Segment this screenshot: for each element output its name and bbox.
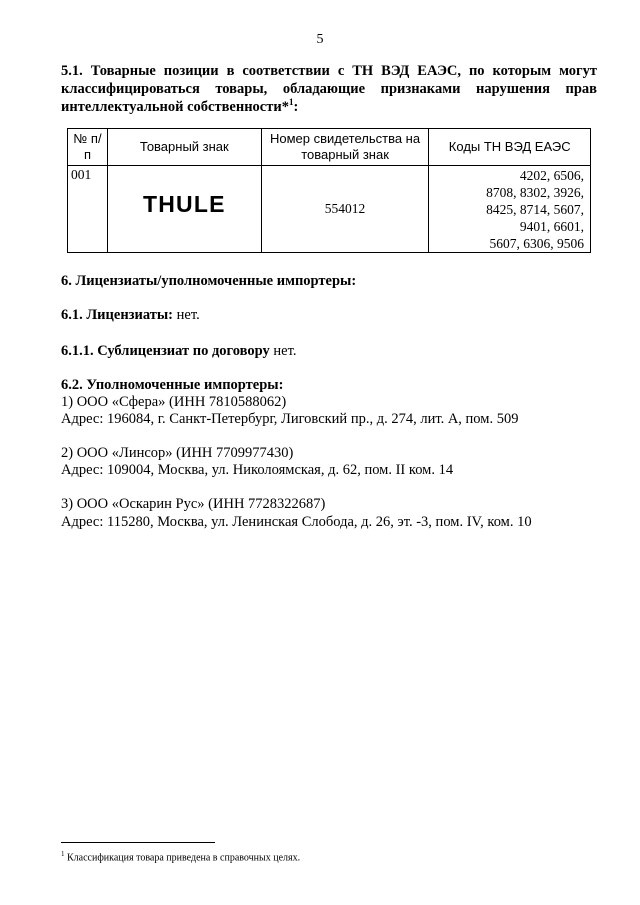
codes-line: 8708, 8302, 3926,	[486, 184, 584, 200]
row-number: 001	[68, 166, 108, 253]
footnote-mark: 1	[61, 850, 65, 858]
codes-line: 5607, 6306, 9506	[489, 235, 584, 251]
importer-1-name: 1) ООО «Сфера» (ИНН 7810588062)	[61, 394, 287, 410]
customs-codes-cell	[429, 166, 591, 253]
importer-3-name: 3) ООО «Оскарин Рус» (ИНН 7728322687)	[61, 496, 326, 512]
page-number: 5	[316, 32, 324, 47]
table-header-row	[68, 129, 591, 166]
header-trademark: Товарный знак	[107, 129, 261, 166]
thule-logo: THULE	[142, 191, 226, 217]
section-6-heading: 6. Лицензиаты/уполномоченные импортеры:	[61, 273, 357, 289]
importer-2-name: 2) ООО «Линсор» (ИНН 7709977430)	[61, 445, 294, 461]
section-5-1-heading-text: 5.1. Товарные позиции в соответствии с ТН ВЭД ЕАЭС, по которым могут классифицироваться товары, обладающие признаками нарушения прав интеллектуальной собственности*	[61, 63, 597, 115]
section-6-2-heading: 6.2. Уполномоченные импортеры:	[61, 377, 284, 393]
footnote-divider	[61, 842, 215, 843]
trademark-table	[67, 128, 591, 253]
codes-line: 9401, 6601,	[519, 218, 584, 234]
table-row	[68, 166, 591, 253]
section-6-1-1-value: нет.	[269, 343, 297, 359]
section-6-1	[61, 306, 200, 325]
importer-1-address: Адрес: 196084, г. Санкт-Петербург, Лиговский пр., д. 274, лит. А, пом. 509	[61, 411, 519, 427]
importer-2-address: Адрес: 109004, Москва, ул. Николоямская, д. 62, пом. II ком. 14	[61, 462, 454, 478]
trademark-cell	[107, 166, 261, 253]
section-6-1-label: 6.1. Лицензиаты:	[61, 307, 174, 323]
codes-line: 8425, 8714, 5607,	[486, 201, 584, 217]
certificate-number: 554012	[261, 166, 429, 253]
footnote-ref: 1	[288, 97, 294, 108]
section-6-1-value: нет.	[173, 307, 200, 323]
header-number: № п/п	[68, 129, 108, 166]
footnote	[61, 850, 300, 863]
importer-3-address: Адрес: 115280, Москва, ул. Ленинская Слобода, д. 26, эт. -3, пом. IV, ком. 10	[61, 514, 532, 530]
section-6-1-1-label: 6.1.1. Сублицензиат по договору	[61, 343, 270, 359]
section-5-1-heading	[61, 62, 597, 116]
codes-line: 4202, 6506,	[519, 167, 584, 183]
footnote-text: Классификация товара приведена в справочных целях.	[64, 852, 301, 864]
heading-colon: :	[293, 99, 299, 115]
header-codes: Коды ТН ВЭД ЕАЭС	[429, 129, 591, 166]
section-6-1-1	[61, 342, 296, 361]
header-certificate: Номер свидетельства на товарный знак	[261, 129, 429, 166]
